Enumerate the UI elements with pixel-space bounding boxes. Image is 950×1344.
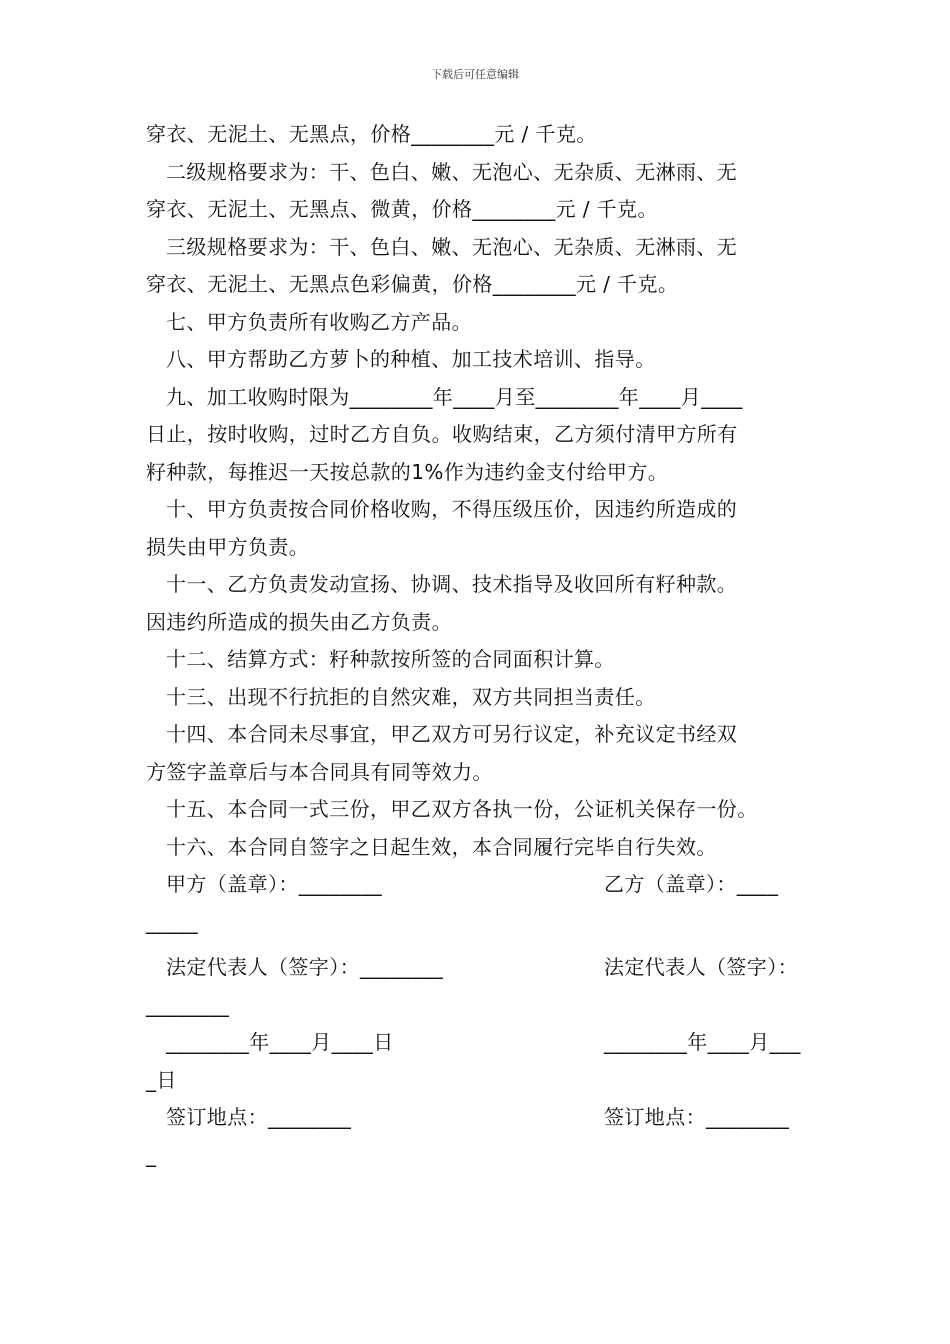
party-b-date: ________年____月___ bbox=[604, 1030, 801, 1054]
text-line: 三级规格要求为：干、色白、嫩、无泡心、无杂质、无淋雨、无 bbox=[166, 234, 738, 259]
text-line: 方签字盖章后与本合同具有同等效力。 bbox=[146, 759, 493, 784]
page-header: 下载后可任意编辑 bbox=[431, 68, 519, 81]
party-a-date: ________年____月____日 bbox=[166, 1030, 394, 1054]
clause-15: 十五、本合同一式三份，甲乙双方各执一份，公证机关保存一份。 bbox=[166, 797, 758, 821]
clause-9: 九、加工收购时限为________年____月至________年____月____ bbox=[166, 384, 743, 409]
clause-10: 十、甲方负责按合同价格收购，不得压级压价，因违约所造成的 bbox=[166, 497, 738, 521]
text-line: 穿衣、无泥土、无黑点，价格________元 / 千克。 bbox=[146, 122, 597, 146]
party-b-seal-continued: _____ bbox=[146, 909, 198, 934]
clause-7: 七、甲方负责所有收购乙方产品。 bbox=[166, 309, 472, 334]
clause-13: 十三、出现不行抗拒的自然灾难，双方共同担当责任。 bbox=[166, 684, 656, 709]
clause-12: 十二、结算方式：籽种款按所签的合同面积计算。 bbox=[166, 647, 615, 671]
text-line: 穿衣、无泥土、无黑点色彩偏黄，价格________元 / 千克。 bbox=[146, 272, 679, 296]
text-line: 因违约所造成的损失由乙方负责。 bbox=[146, 609, 452, 634]
party-b-seal: 乙方（盖章）：____ bbox=[604, 872, 779, 896]
text-line: 损失由甲方负责。 bbox=[146, 534, 310, 559]
clause-11: 十一、乙方负责发动宣扬、协调、技术指导及收回所有籽种款。 bbox=[166, 572, 738, 596]
party-a-place: 签订地点：________ bbox=[166, 1105, 352, 1129]
clause-8: 八、甲方帮助乙方萝卜的种植、加工技术培训、指导。 bbox=[166, 347, 656, 371]
clause-14: 十四、本合同未尽事宜，甲乙双方可另行议定，补充议定书经双 bbox=[166, 722, 738, 746]
contract-body bbox=[146, 116, 808, 1174]
text-line: 二级规格要求为：干、色白、嫩、无泡心、无杂质、无淋雨、无 bbox=[166, 159, 738, 184]
text-line: 籽种款，每推迟一天按总款的1%作为违约金支付给甲方。 bbox=[146, 459, 669, 484]
place-row bbox=[146, 1099, 808, 1137]
party-b-place: 签订地点：________ bbox=[604, 1105, 790, 1129]
date-row bbox=[146, 1024, 808, 1062]
party-b-representative-continued: ________ bbox=[146, 992, 230, 1017]
party-b-place-continued: _ bbox=[146, 1142, 157, 1167]
party-b-date-continued: _日 bbox=[146, 1067, 177, 1092]
party-a-seal: 甲方（盖章）：________ bbox=[166, 872, 382, 896]
representative-row bbox=[146, 949, 808, 987]
text-line: 穿衣、无泥土、无黑点、微黄，价格________元 / 千克。 bbox=[146, 197, 658, 221]
party-b-representative: 法定代表人（签字）： bbox=[604, 955, 798, 979]
seal-row bbox=[146, 866, 808, 904]
party-a-representative: 法定代表人（签字）：________ bbox=[166, 955, 444, 979]
clause-16: 十六、本合同自签字之日起生效，本合同履行完毕自行失效。 bbox=[166, 834, 717, 859]
text-line: 日止，按时收购，过时乙方自负。收购结束，乙方须付清甲方所有 bbox=[146, 422, 738, 446]
